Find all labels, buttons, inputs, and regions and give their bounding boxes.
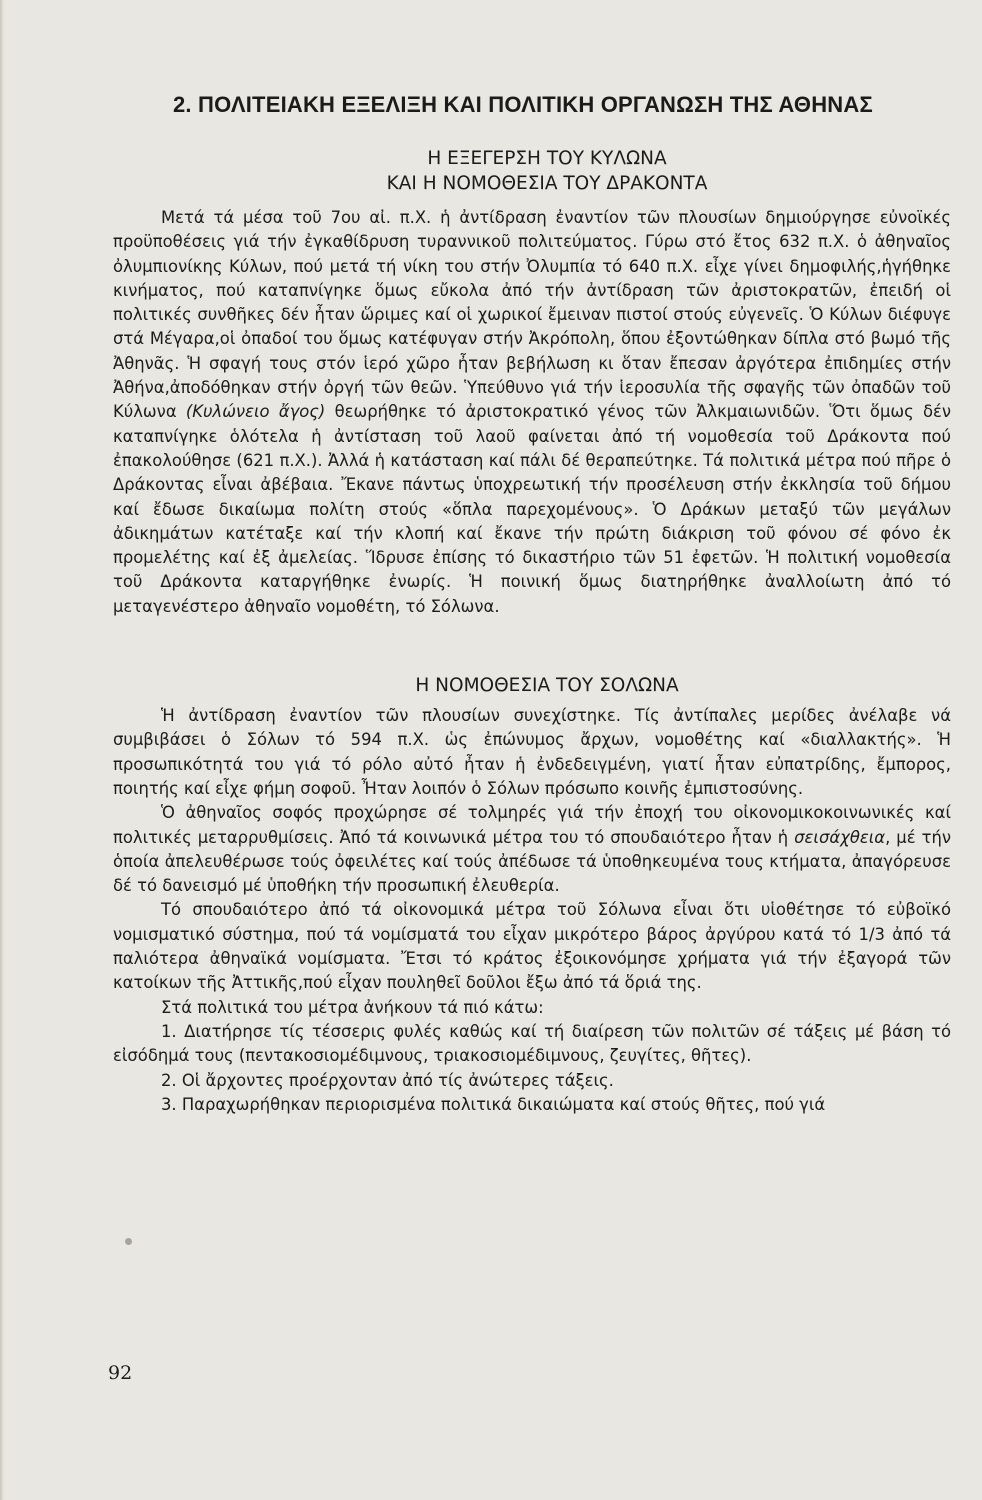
paragraph: Τό σπουδαιότερο ἀπό τά οἰκονομικά μέτρα τοῦ Σόλωνα εἶναι ὅτι υἱοθέτησε τό εὐβοϊκό νομισματικό σύστημα, πού τά νομίσματά του εἶχαν μικρότερο βάρος ἀργύρου κατά τό 1/3 ἀπό τά παλιότερα ἀθηναϊκά νομίσματα. Ἔτσι τό κράτος ἐξοικονόμησε χρήματα γιά τήν ἐξαγορά τῶν κατοίκων τῆς Ἀττικῆς,πού εἶχαν πουληθεῖ δοῦλοι ἔξω ἀπό τά ὅριά της.: [113, 900, 951, 993]
section-body-solon: [113, 704, 951, 1117]
paragraph: Ἡ ἀντίδραση ἐναντίον τῶν πλουσίων συνεχίστηκε. Τίς ἀντίπαλες μερίδες ἀνέλαβε νά συμβιβάσει ὁ Σόλων τό 594 π.Χ. ὡς ἐπώνυμος ἄρχων, νομοθέτης καί «διαλλακτής». Ἡ προσωπικότητά του γιά τό ρόλο αὐτό ἦταν ἡ ἐνδεδειγμένη, γιατί ἦταν εὐπατρίδης, ἔμπορος, ποιητής καί εἶχε φήμη σοφοῦ. Ἦταν λοιπόν ὁ Σόλων πρόσωπο κοινῆς ἐμπιστοσύνης.: [113, 706, 951, 798]
italic-term: σεισάχθεια: [794, 827, 886, 847]
section-title-kylon: [143, 146, 951, 196]
paragraph: Στά πολιτικά του μέτρα ἀνήκουν τά πιό κάτω:: [161, 997, 544, 1017]
list-item: 2. Οἱ ἄρχοντες προέρχονταν ἀπό τίς ἀνώτερες τάξεις.: [161, 1070, 614, 1090]
section-body-kylon: [113, 206, 951, 619]
book-gutter-shadow: [0, 0, 4, 1500]
margin-ink-mark: [125, 1238, 132, 1245]
list-item: 1. Διατήρησε τίς τέσσερις φυλές καθώς καί τή διαίρεση τῶν πολιτῶν σέ τάξεις μέ βάση τό εἰσόδημά τους (πεντακοσιομέδιμνους, τριακοσιομέδιμνους, ζευγίτες, θῆτες).: [113, 1021, 951, 1066]
italic-term: (Κυλώνειο ἄγος): [185, 402, 326, 422]
paragraph-text: Μετά τά μέσα τοῦ 7ου αἰ. π.Χ. ἡ ἀντίδραση ἐναντίον τῶν πλουσίων δημιούργησε εὐνοϊκές προϋποθέσεις γιά τήν ἐγκαθίδρυση τυραννικοῦ πολιτεύματος. Γύρω στό ἔτος 632 π.Χ. ὁ ἀθηναῖος ὀλυμπιονίκης Κύλων, πού μετά τή νίκη του στήν Ὀλυμπία τό 640 π.Χ. εἶχε γίνει δημοφιλής,ἡγήθηκε κινήματος, πού καταπνίγηκε ὅμως εὔκολα ἀπό τήν ἀντίδραση τῶν ἀριστοκρατῶν, ἐπειδή οἱ πολιτικές συνθῆκες δέν ἦταν ὥριμες καί οἱ χωρικοί ἔμειναν πιστοί στούς εὐγενεῖς. Ὁ Κύλων διέφυγε στά Μέγαρα,οἱ ὀπαδοί του ὅμως κατέφυγαν στήν Ἀκρόπολη, ὅπου ἐξοντώθηκαν δίπλα στό βωμό τῆς Ἀθηνᾶς. Ἡ σφαγή τους στόν ἱερό χῶρο ἦταν βεβήλωση κι ὅταν ἔπεσαν ἀργότερα ἐπιδημίες στήν Ἀθήνα,ἀποδόθηκαν στήν ὀργή τῶν θεῶν. Ὑπεύθυνο γιά τήν ἱεροσυλία τῆς σφαγῆς τῶν ὀπαδῶν τοῦ Κύλωνα: [113, 208, 951, 422]
paragraph: [113, 206, 951, 619]
section-title-line: ΚΑΙ Η ΝΟΜΟΘΕΣΙΑ ΤΟΥ ΔΡΑΚΟΝΤΑ: [386, 173, 708, 194]
list-item: 3. Παραχωρήθηκαν περιορισμένα πολιτικά δικαιώματα καί στούς θῆτες, πού γιά: [161, 1094, 826, 1114]
paragraph: [113, 801, 951, 898]
paragraph-text: , μέ τήν ὁποία ἀπελευθέρωσε τούς ὀφειλέτες καί τούς ἀπέδωσε τά ὑποθηκευμένα τους κτήματα, ἀπαγόρευσε δέ τό δανεισμό μέ ὑποθήκη τήν προσωπική ἐλευθερία.: [113, 827, 951, 896]
chapter-title: 2. ΠΟΛΙΤΕΙΑΚΗ ΕΞΕΛΙΞΗ ΚΑΙ ΠΟΛΙΤΙΚΗ ΟΡΓΑΝΩΣΗ ΤΗΣ ΑΘΗΝΑΣ: [173, 92, 873, 117]
section-title-line: Η ΕΞΕΓΕΡΣΗ ΤΟΥ ΚΥΛΩΝΑ: [427, 148, 667, 169]
measures-list: [113, 1020, 951, 1117]
book-page: [113, 92, 951, 1117]
paragraph-text: θεωρήθηκε τό ἀριστοκρατικό γένος τῶν Ἀλκμαιωνιδῶν. Ὅτι ὅμως δέν καταπνίγηκε ὁλότελα ἡ ἀντίσταση τοῦ λαοῦ φαίνεται ἀπό τή νομοθεσία τοῦ Δράκοντα πού ἐπακολούθησε (621 π.Χ.). Ἀλλά ἡ κατάσταση καί πάλι δέ θεραπεύτηκε. Τά πολιτικά μέτρα πού πῆρε ὁ Δράκοντας εἶναι ἀβέβαια. Ἔκανε πάντως ὑποχρεωτική τήν προσέλευση στήν ἐκκλησία τοῦ δήμου καί ἔδωσε δικαίωμα πολίτη στούς «ὅπλα παρεχομένους». Ὁ Δράκων μεταξύ τῶν μεγάλων ἀδικημάτων κατέταξε καί τήν κλοπή καί ἔκανε τήν πρώτη διάκριση τοῦ φόνου σέ φόνο ἐκ προμελέτης καί ἐξ ἀμελείας. Ἵδρυσε ἐπίσης τό δικαστήριο τῶν 51 ἐφετῶν. Ἡ πολιτική νομοθεσία τοῦ Δράκοντα καταργήθηκε ἐνωρίς. Ἡ ποινική ὅμως διατηρήθηκε ἀναλλοίωτη ἀπό τό μεταγενέστερο ἀθηναῖο νομοθέτη, τό Σόλωνα.: [113, 402, 952, 616]
paragraph-text: Ὁ ἀθηναῖος σοφός προχώρησε σέ τολμηρές γιά τήν ἐποχή του οἰκονομικοκοινωνικές καί πολιτικές μεταρρυθμίσεις. Ἀπό τά κοινωνικά μέτρα του τό σπουδαιότερο ἦταν ἡ: [113, 803, 951, 847]
section-title-solon: [143, 673, 951, 698]
section-title-line: Η ΝΟΜΟΘΕΣΙΑ ΤΟΥ ΣΟΛΩΝΑ: [415, 675, 679, 697]
page-number: 92: [108, 1362, 133, 1384]
